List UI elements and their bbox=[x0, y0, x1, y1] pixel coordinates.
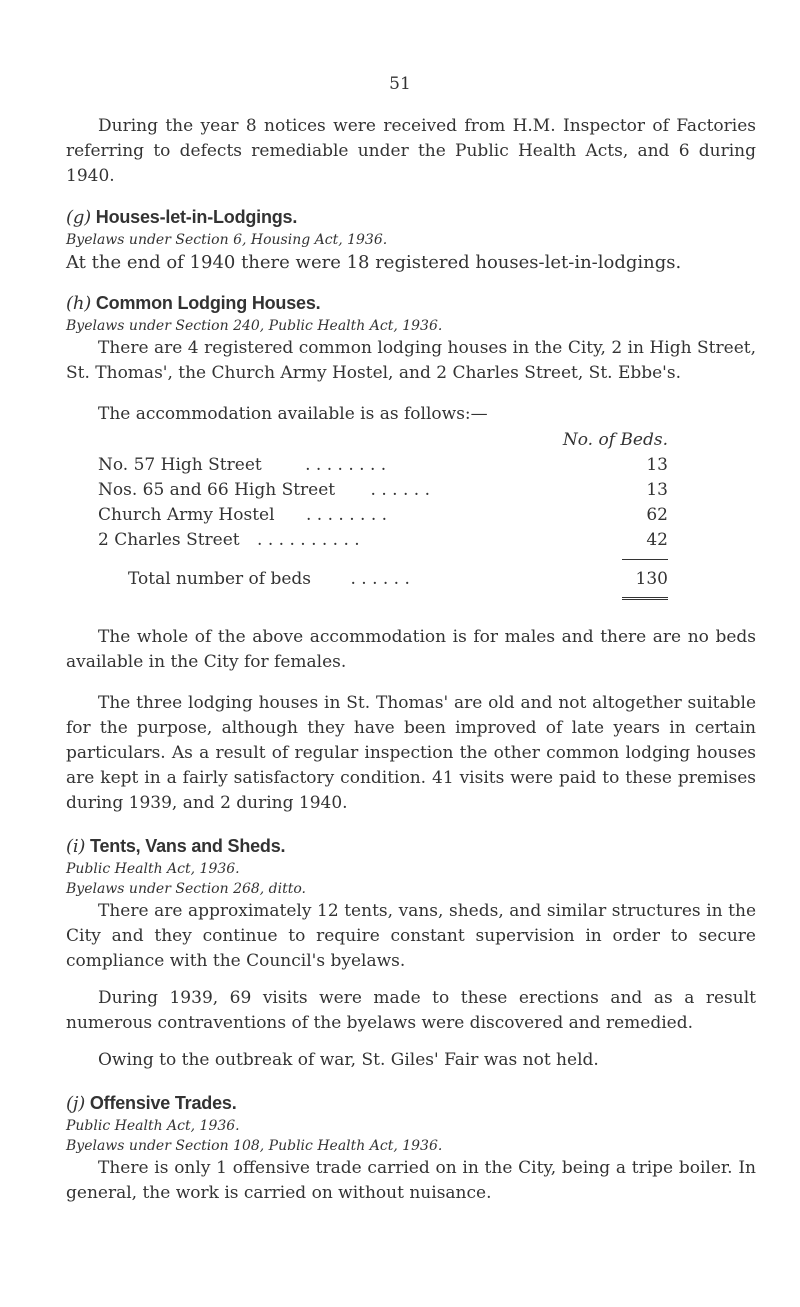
section-h-text-3: The three lodging houses in St. Thomas' are old and not altogether suitable for the purpose, although they have been improved of late years in certain particulars. As a result of regular inspection the other common lodging houses are kept in a fairly satisfactory condition. 41 visits were paid to these premises during 1939, and 2 during 1940. bbox=[66, 693, 756, 813]
table-row bbox=[98, 527, 668, 552]
page-number: 51 bbox=[389, 74, 411, 94]
section-g-letter: (g) bbox=[66, 207, 91, 228]
total-label: Total number of beds bbox=[128, 568, 312, 589]
section-i-text-3: Owing to the outbreak of war, St. Giles' Fair was not held. bbox=[98, 1050, 599, 1070]
row-beds: 42 bbox=[646, 529, 668, 550]
section-h-text-2: The whole of the above accommodation is for males and there are no beds available in the City for females. bbox=[66, 627, 756, 672]
total-beds: 130 bbox=[635, 568, 668, 589]
row-beds: 62 bbox=[646, 504, 668, 525]
section-j-letter: (j) bbox=[66, 1093, 86, 1114]
section-i-text-2: During 1939, 69 visits were made to these erections and as a result numerous contraventions of the byelaws were discovered and remedied. bbox=[66, 988, 756, 1033]
section-i-letter: (i) bbox=[66, 836, 86, 857]
row-label: Nos. 65 and 66 High Street bbox=[98, 479, 336, 500]
section-h-title: Common Lodging Houses. bbox=[95, 293, 321, 313]
row-label: 2 Charles Street bbox=[98, 529, 240, 550]
total-double-rule bbox=[622, 597, 668, 600]
row-beds: 13 bbox=[646, 479, 668, 500]
section-j-citation-1: Public Health Act, 1936. bbox=[66, 1118, 240, 1134]
section-h-heading bbox=[66, 291, 756, 316]
table-row bbox=[98, 502, 668, 527]
accommodation-table bbox=[98, 427, 668, 605]
row-dots: . . . . . . . . bbox=[305, 504, 388, 525]
subtotal-rule bbox=[622, 559, 668, 560]
section-h-citation: Byelaws under Section 240, Public Health Act, 1936. bbox=[66, 318, 443, 334]
table-header-row bbox=[98, 427, 668, 452]
row-label: No. 57 High Street bbox=[98, 454, 262, 475]
table-row bbox=[98, 477, 668, 502]
page-content bbox=[66, 92, 756, 1206]
row-beds: 13 bbox=[646, 454, 668, 475]
row-dots: . . . . . . . . . . bbox=[257, 529, 360, 550]
section-g-citation: Byelaws under Section 6, Housing Act, 1936. bbox=[66, 232, 388, 248]
section-j-citation-2: Byelaws under Section 108, Public Health Act, 1936. bbox=[66, 1138, 443, 1154]
subtotal-rule-row bbox=[98, 552, 668, 566]
section-h-text-1: There are 4 registered common lodging houses in the City, 2 in High Street, St. Thomas', the Church Army Hostel, and 2 Charles Street, St. Ebbe's. bbox=[66, 338, 756, 383]
section-i-title: Tents, Vans and Sheds. bbox=[90, 836, 286, 856]
section-h-letter: (h) bbox=[66, 293, 92, 314]
total-dots: . . . . . . bbox=[350, 568, 410, 589]
accommodation-intro: The accommodation available is as follows:— bbox=[98, 404, 488, 424]
section-i-text-1: There are approximately 12 tents, vans, sheds, and similar structures in the City and they continue to require constant supervision in order to secure compliance with the Council's byelaws. bbox=[66, 901, 756, 971]
row-label: Church Army Hostel bbox=[98, 504, 275, 525]
intro-paragraph: During the year 8 notices were received from H.M. Inspector of Factories referring to defects remediable under the Public Health Acts, and 6 during 1940. bbox=[66, 116, 756, 186]
section-i-citation-2: Byelaws under Section 268, ditto. bbox=[66, 881, 307, 897]
section-i-heading bbox=[66, 834, 756, 859]
table-row bbox=[98, 452, 668, 477]
section-g-text: At the end of 1940 there were 18 registered houses-let-in-lodgings. bbox=[66, 252, 682, 273]
section-g-title: Houses-let-in-Lodgings. bbox=[95, 207, 298, 227]
section-i-citation-1: Public Health Act, 1936. bbox=[66, 861, 240, 877]
total-row bbox=[98, 566, 668, 591]
section-j-title: Offensive Trades. bbox=[89, 1093, 237, 1113]
beds-column-header: No. of Beds. bbox=[562, 429, 668, 450]
section-j-heading bbox=[66, 1091, 756, 1116]
row-dots: . . . . . . bbox=[370, 479, 430, 500]
section-j-text: There is only 1 offensive trade carried on in the City, being a tripe boiler. In general, the work is carried on without nuisance. bbox=[66, 1158, 756, 1203]
total-rule-row bbox=[98, 591, 668, 605]
row-dots: . . . . . . . . bbox=[305, 454, 387, 475]
section-g-heading bbox=[66, 205, 756, 230]
